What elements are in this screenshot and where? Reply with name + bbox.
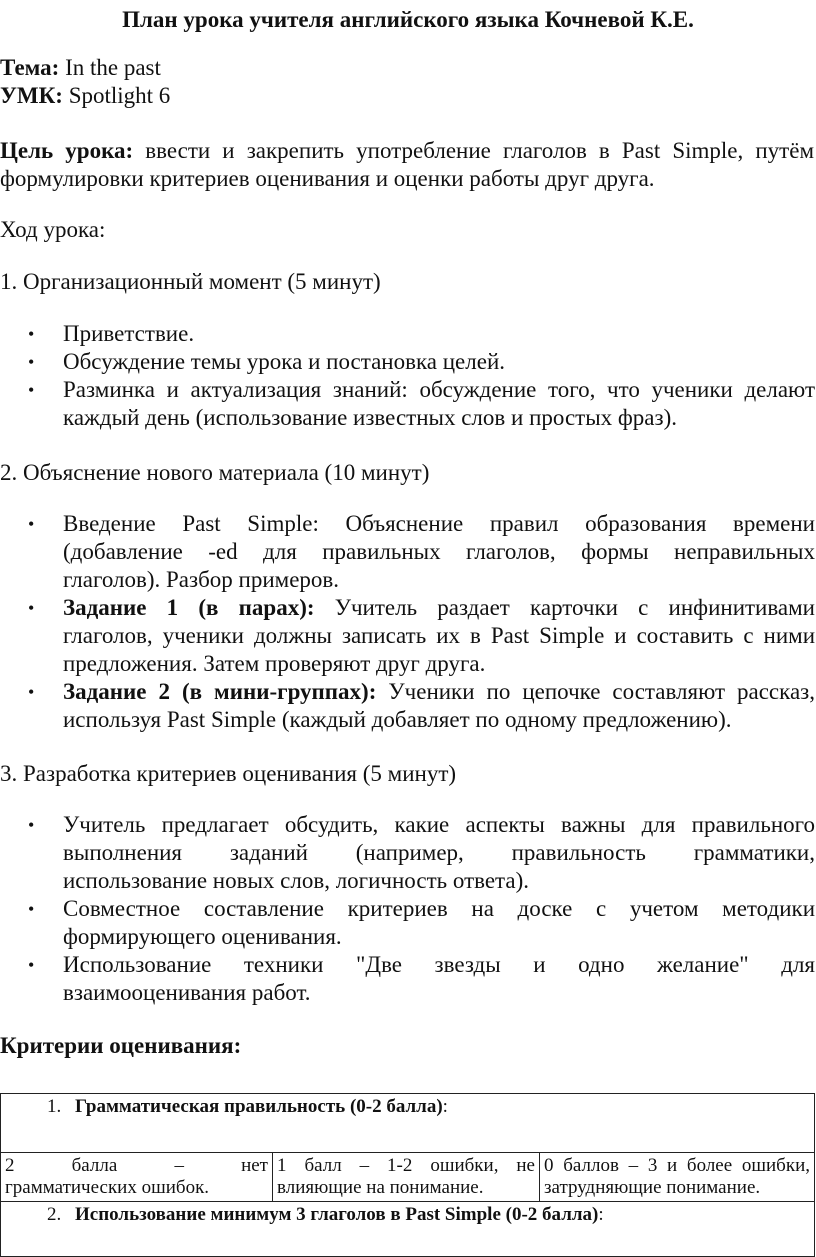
goal-line-2: формулировки критериев оценивания и оценки работы друг друга. [0, 166, 655, 191]
list-item [0, 510, 815, 594]
table-row [1, 1094, 815, 1153]
cell-text: грамматических ошибок. [5, 1177, 210, 1198]
table-row [1, 1153, 815, 1202]
table-row [1, 1202, 815, 1257]
task-1-label: Задание 1 (в парах): [63, 595, 315, 620]
list-item-text: формирующего оценивания. [63, 924, 342, 949]
list-item-text: • Приветствие. [63, 321, 195, 346]
goal-line-1 [0, 137, 814, 165]
page-title: План урока учителя английского языка Кочневой К.Е. [122, 7, 694, 32]
cell-text: 1 балл – 1-2 ошибки, не [277, 1155, 535, 1176]
goal-text-1: ввести и закрепить употребление глаголов в Past Simple, путём [133, 138, 814, 163]
criterion-1-header [1, 1094, 815, 1153]
list-item [0, 594, 815, 678]
list-item-text: использование новых слов, логичность ответа). [63, 868, 529, 893]
list-item-text: • Совместное составление критериев на доске с учетом методики [63, 896, 815, 921]
list-item [0, 320, 815, 348]
list-item-text: глаголов, ученики должны записать их в Past Simple и составить с ними [63, 623, 815, 648]
list-item-text: каждый день (использование известных слов и простых фраз). [63, 405, 678, 430]
list-item-text: Ученики по цепочке составляют рассказ, [376, 679, 815, 704]
list-item [0, 951, 815, 1007]
list-item-text: предложения. Затем проверяют друг друга. [63, 651, 486, 676]
criterion-number: 2. [47, 1204, 62, 1225]
goal-label: Цель урока: [0, 138, 134, 163]
table-cell [1, 1153, 273, 1202]
criterion-2-header [1, 1202, 815, 1257]
section-3-list [0, 811, 816, 1007]
criteria-table [0, 1093, 815, 1257]
section-3-heading: 3. Разработка критериев оценивания (5 минут) [0, 761, 457, 786]
list-item [0, 376, 815, 432]
topic-value: In the past [59, 55, 161, 80]
criterion-number: 1. [47, 1096, 62, 1117]
cell-text: влияющие на понимание. [277, 1177, 484, 1198]
list-item-text: • Введение Past Simple: Объяснение правил образования времени [63, 511, 815, 536]
section-1-heading: 1. Организационный момент (5 минут) [0, 269, 381, 294]
list-item-text: (добавление -ed для правильных глаголов, формы неправильных [63, 539, 815, 564]
section-2-list [0, 510, 816, 734]
criterion-colon: : [598, 1204, 604, 1225]
table-cell [540, 1153, 815, 1202]
list-item-text: Учитель раздает карточки с инфинитивами [314, 595, 815, 620]
section-2-heading: 2. Объяснение нового материала (10 минут) [0, 460, 430, 485]
list-item [0, 811, 815, 895]
list-item-text: глаголов). Разбор примеров. [63, 567, 340, 592]
list-item-text: • Учитель предлагает обсудить, какие аспекты важны для правильного [63, 812, 815, 837]
list-item-text: взаимооценивания работ. [63, 980, 311, 1005]
criterion-title: Грамматическая правильность (0-2 балла) [75, 1096, 443, 1117]
list-item [0, 348, 815, 376]
list-item-text: выполнения заданий (например, правильность грамматики, [63, 840, 815, 865]
cell-text: затрудняющие понимание. [544, 1177, 761, 1198]
criterion-colon: : [442, 1096, 448, 1117]
list-item [0, 895, 815, 951]
list-item-text: • Разминка и актуализация знаний: обсуждение того, что ученики делают [63, 377, 815, 402]
list-item [0, 678, 815, 734]
umk-label: УМК: [0, 83, 63, 108]
course-label: Ход урока: [0, 217, 106, 242]
criteria-heading: Критерии оценивания: [0, 1033, 242, 1058]
topic-label: Тема: [0, 55, 60, 80]
umk-line [0, 82, 814, 110]
umk-value: Spotlight 6 [62, 83, 171, 108]
criterion-title: Использование минимум 3 глаголов в Past Simple (0-2 балла) [75, 1204, 599, 1225]
table-cell [273, 1153, 540, 1202]
section-1-list [0, 320, 816, 432]
task-2-label: Задание 2 (в мини-группах): [63, 679, 377, 704]
list-item-text: используя Past Simple (каждый добавляет по одному предложению). [63, 707, 732, 732]
list-item-text: • Использование техники "Две звезды и одно желание" для [63, 952, 815, 977]
list-item-text: • Обсуждение темы урока и постановка целей. [63, 349, 505, 374]
cell-text: 0 баллов – 3 и более ошибки, [544, 1155, 810, 1176]
cell-text: 2 балла – нет [5, 1155, 268, 1176]
topic-line [0, 54, 814, 82]
